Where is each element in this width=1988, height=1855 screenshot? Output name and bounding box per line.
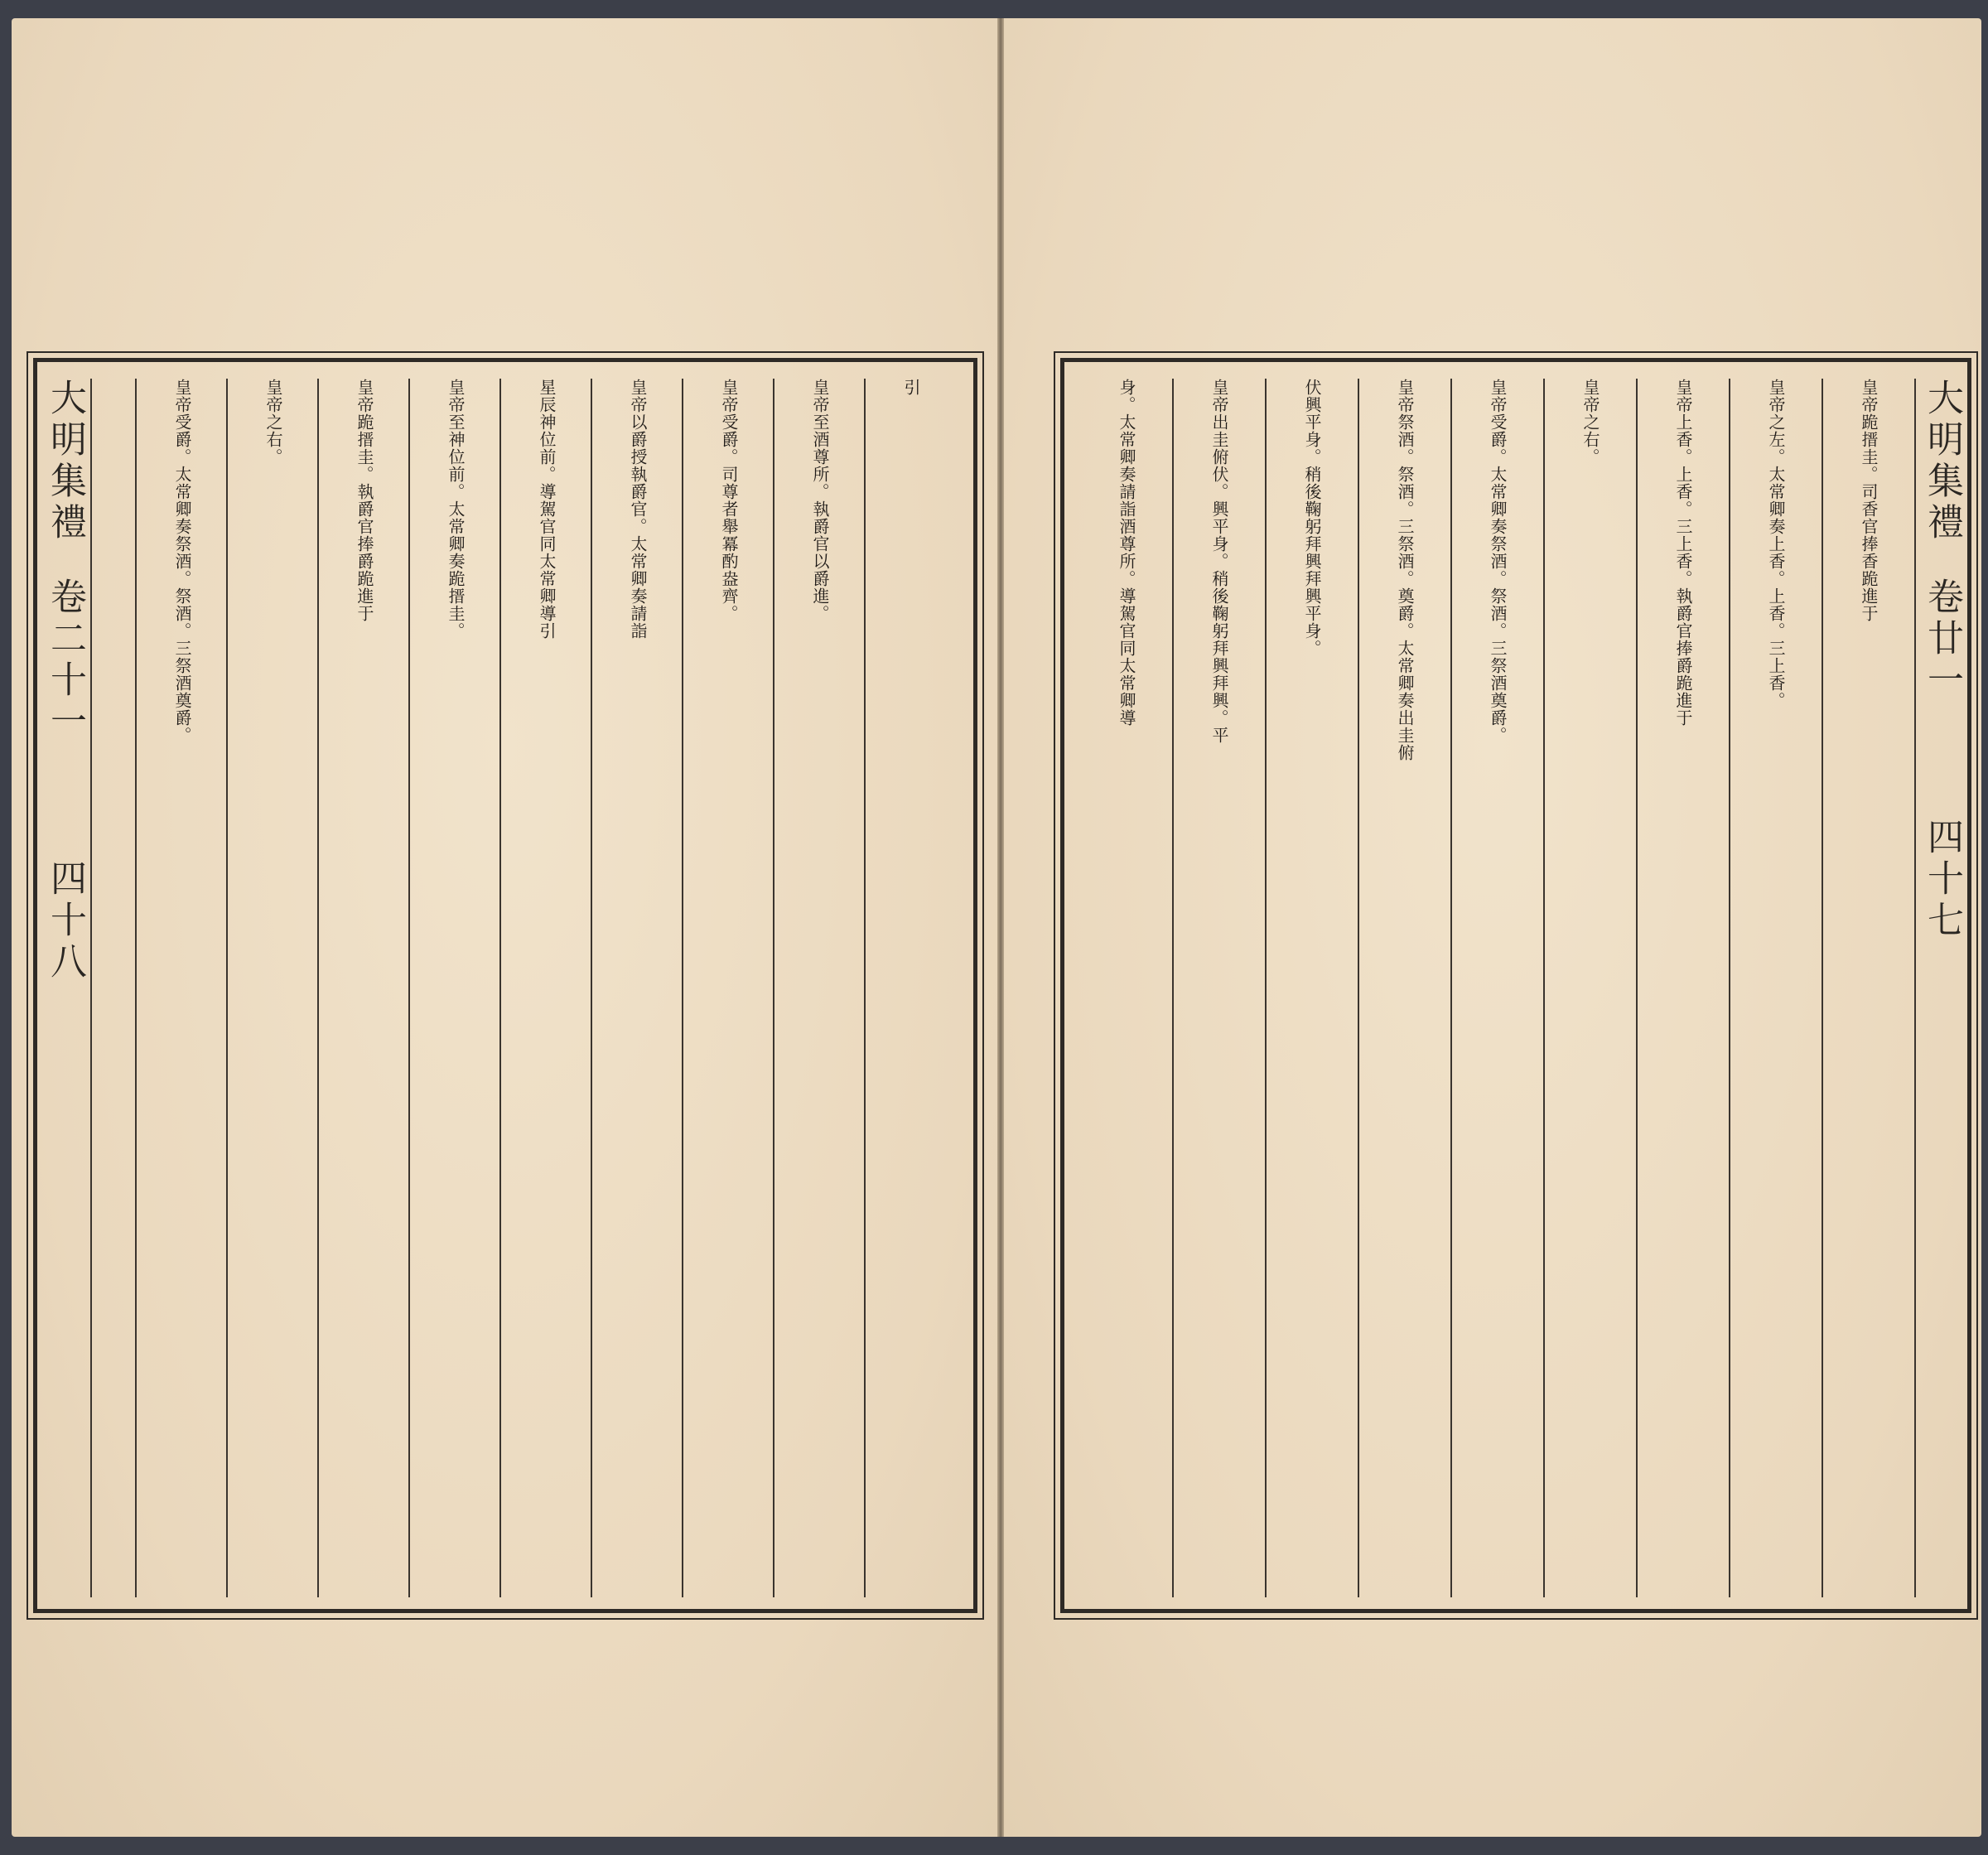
column-text: 皇帝至酒尊所。執爵官以爵進。: [810, 379, 830, 622]
left-col-5: [499, 379, 592, 1597]
column-text: 身。太常卿奏請詣酒尊所。導駕官同太常卿導: [1117, 379, 1136, 727]
book-gutter: [997, 18, 1004, 1837]
book-title: 大明集禮: [44, 379, 86, 544]
volume-label: 卷廿一: [1921, 577, 1963, 702]
book-title: 大明集禮: [1921, 379, 1963, 544]
column-text: 皇帝以爵授執爵官。太常卿奏請詣: [628, 379, 648, 640]
column-text: 皇帝之右。: [1580, 379, 1600, 466]
right-col-1: [1822, 379, 1914, 1597]
column-text: 引: [901, 379, 921, 396]
left-col-8: [226, 379, 319, 1597]
right-col-3: [1636, 379, 1729, 1597]
left-page: [12, 18, 997, 1837]
column-text: 皇帝之左。太常卿奏上香。上香。三上香。: [1766, 379, 1786, 709]
left-page-margin: [41, 379, 89, 1597]
column-text: 皇帝至神位前。太常卿奏跪搢圭。: [446, 379, 466, 640]
left-col-1: [864, 379, 957, 1597]
column-text: 皇帝受爵。太常卿奏祭酒。祭酒。三祭酒奠爵。: [1488, 379, 1508, 744]
right-page: [1004, 18, 1981, 1837]
column-text: 伏興平身。稍後鞠躬拜興拜興平身。: [1302, 379, 1322, 657]
column-text: 皇帝受爵。司尊者舉冪酌盎齊。: [719, 379, 739, 622]
volume-label: 卷二十一: [44, 577, 86, 743]
left-col-3: [682, 379, 774, 1597]
left-col-2: [773, 379, 866, 1597]
right-col-7: [1265, 379, 1358, 1597]
column-text: 皇帝祭酒。祭酒。三祭酒。奠爵。太常卿奏出圭俯: [1395, 379, 1415, 761]
right-col-4: [1543, 379, 1636, 1597]
right-text-frame: [1060, 358, 1971, 1613]
right-page-margin: [1918, 379, 1966, 1597]
page-number: 四十八: [44, 859, 86, 983]
right-col-9: [1081, 379, 1172, 1597]
left-col-4: [591, 379, 683, 1597]
right-col-2: [1729, 379, 1822, 1597]
left-margin-divider: [90, 379, 92, 1597]
right-col-8: [1172, 379, 1265, 1597]
left-text-frame: [33, 358, 977, 1613]
column-text: 皇帝受爵。太常卿奏祭酒。祭酒。三祭酒奠爵。: [172, 379, 192, 744]
column-text: 皇帝跪搢圭。執爵官捧爵跪進于: [355, 379, 374, 622]
left-col-9: [135, 379, 228, 1597]
right-col-5: [1450, 379, 1543, 1597]
column-text: 皇帝之右。: [263, 379, 283, 466]
column-text: 星辰神位前。導駕官同太常卿導引: [537, 379, 557, 640]
left-col-6: [408, 379, 501, 1597]
column-text: 皇帝跪搢圭。司香官捧香跪進于: [1859, 379, 1879, 622]
right-margin-divider: [1914, 379, 1916, 1597]
right-col-6: [1358, 379, 1450, 1597]
column-text: 皇帝上香。上香。三上香。執爵官捧爵跪進于: [1673, 379, 1693, 727]
left-col-7: [317, 379, 410, 1597]
page-number: 四十七: [1921, 818, 1963, 942]
column-text: 皇帝出圭俯伏。興平身。稍後鞠躬拜興拜興。平: [1209, 379, 1229, 744]
